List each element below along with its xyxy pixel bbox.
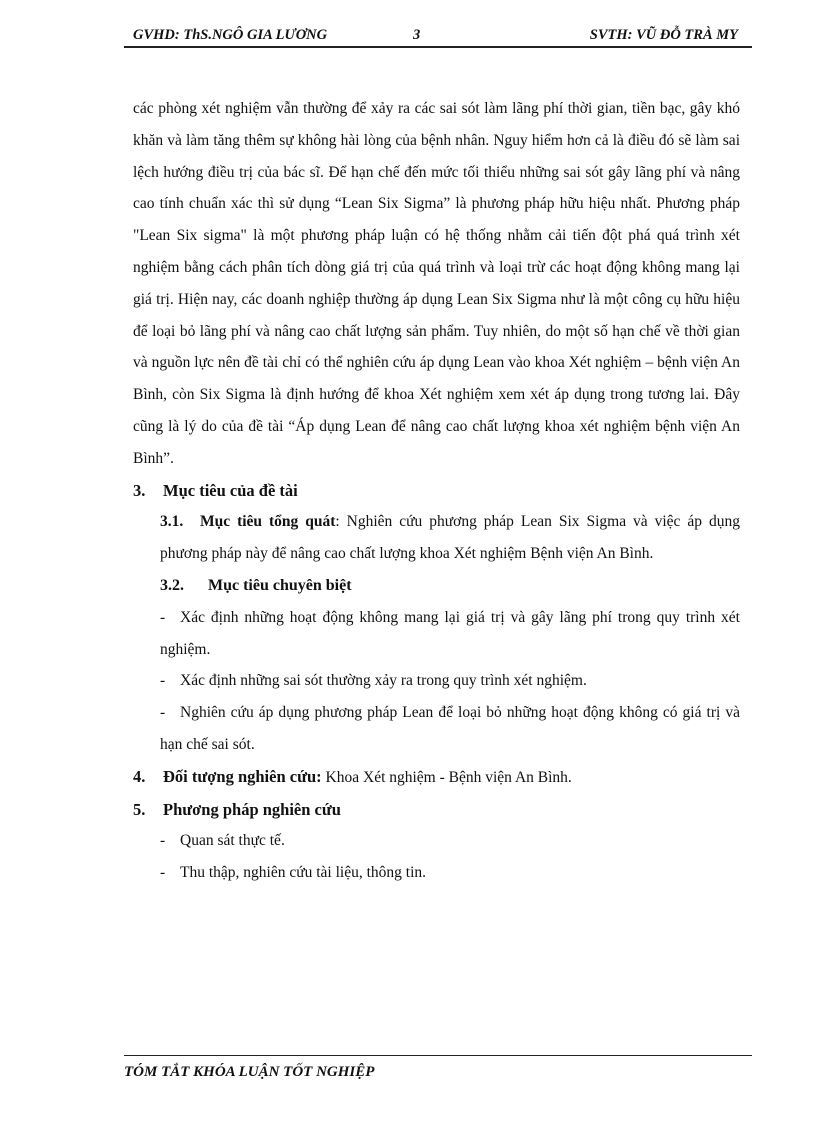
section-5-number: 5. <box>133 799 146 819</box>
list-item <box>160 665 740 697</box>
list-item <box>160 697 740 761</box>
list-item-text: Thu thập, nghiên cứu tài liệu, thông tin. <box>180 864 427 882</box>
dash-bullet: - <box>160 608 166 626</box>
dash-bullet: - <box>160 832 166 850</box>
dash-bullet: - <box>160 704 166 722</box>
section-3-number: 3. <box>133 480 146 500</box>
list-item-text: Xác định những hoạt động không mang lại giá trị và gây lãng phí trong quy trình xét nghiệm. <box>160 608 740 658</box>
section-3-2-heading <box>160 570 740 602</box>
list-item <box>160 602 740 666</box>
list-item <box>160 857 740 889</box>
list-item-text: Xác định những sai sót thường xảy ra trong quy trình xét nghiệm. <box>180 672 587 690</box>
section-3-2-number: 3.2. <box>160 576 184 594</box>
section-3-2-title: Mục tiêu chuyên biệt <box>208 576 352 594</box>
section-5-title: Phương pháp nghiên cứu <box>163 799 341 819</box>
dash-bullet: - <box>160 672 166 690</box>
list-item-text: Quan sát thực tế. <box>180 832 285 850</box>
section-5-heading <box>133 794 740 826</box>
page-header <box>124 24 752 48</box>
section-4-text: Khoa Xét nghiệm - Bệnh viện An Bình. <box>321 768 572 786</box>
dash-bullet: - <box>160 864 166 882</box>
section-4-title: Đối tượng nghiên cứu: <box>163 766 322 786</box>
section-3-1 <box>160 506 740 570</box>
section-3-title: Mục tiêu của đề tài <box>163 480 298 500</box>
footer-title: TÓM TẮT KHÓA LUẬN TỐT NGHIỆP <box>124 1064 375 1080</box>
section-3-1-number: 3.1. <box>160 513 184 531</box>
header-student: SVTH: VŨ ĐỖ TRÀ MY <box>589 27 738 43</box>
section-4-line <box>133 761 740 794</box>
section-4-number: 4. <box>133 766 146 786</box>
page-body <box>133 93 740 889</box>
section-3-1-text: : Nghiên cứu phương pháp Lean Six Sigma và việc áp dụng phương pháp này để nâng cao chất lượng khoa Xét nghiệm Bệnh viện An Bình. <box>160 513 740 563</box>
list-item <box>160 825 740 857</box>
list-item-text: Nghiên cứu áp dụng phương pháp Lean để loại bỏ những hoạt động không có giá trị và hạn chế sai sót. <box>160 704 740 753</box>
page-number: 3 <box>413 27 421 43</box>
section-3-1-title: Mục tiêu tổng quát <box>200 513 336 531</box>
section-3-heading <box>133 475 740 507</box>
header-advisor: GVHD: ThS.NGÔ GIA LƯƠNG <box>133 27 328 43</box>
page-footer <box>124 1055 752 1080</box>
intro-paragraph: các phòng xét nghiệm vẫn thường để xảy ra các sai sót làm lãng phí thời gian, tiền bạc, gây khó khăn và làm tăng thêm sự không hài lòng của bệnh nhân. Nguy hiểm hơn cả là điều đó sẽ làm sai lệch hướng điều trị của bác sĩ. Để hạn chế đến mức tối thiểu những sai sót gây lãng phí và nâng cao tính chuẩn xác thì sử dụng “Lean Six Sigma” là phương pháp hữu hiệu nhất. Phương pháp "Lean Six sigma" là một phương pháp luận có hệ thống nhằm cải tiến đột phá quá trình xét nghiệm bằng cách phân tích dòng giá trị của quá trình và loại trừ các hoạt động không mang lại giá trị. Hiện nay, các doanh nghiệp thường áp dụng Lean Six Sigma như là một công cụ hữu hiệu để loại bỏ lãng phí và nâng cao chất lượng sản phẩm. Tuy nhiên, do một số hạn chế về thời gian và nguồn lực nên đề tài chỉ có thể nghiên cứu áp dụng Lean vào khoa Xét nghiệm – bệnh viện An Bình, còn Six Sigma là định hướng để khoa Xét nghiệm xem xét áp dụng trong tương lai. Đây cũng là lý do của đề tài “Áp dụng Lean để nâng cao chất lượng khoa xét nghiệm bệnh viện An Bình”. <box>133 100 740 467</box>
